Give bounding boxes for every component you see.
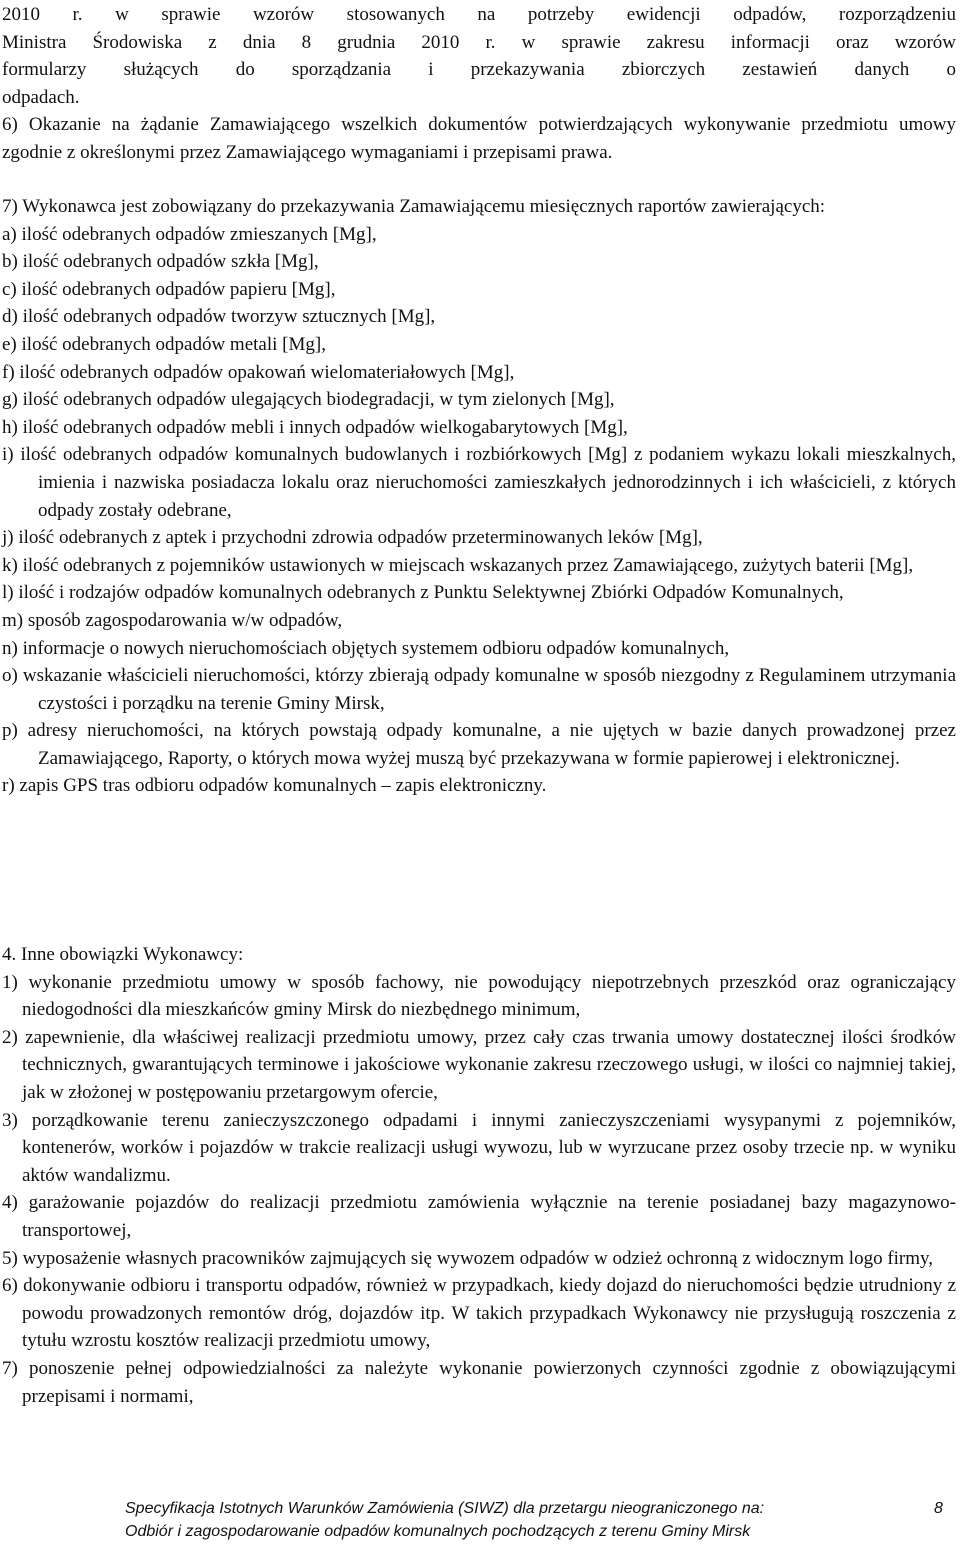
intro-line-3: formularzy służących do sporządzania i przekazywania zbiorczych zestawień danych o	[2, 59, 956, 81]
list-item-h: h) ilość odebranych odpadów mebli i innych odpadów wielkogabarytowych [Mg],	[2, 416, 628, 438]
list-item-c: c) ilość odebranych odpadów papieru [Mg],	[2, 278, 336, 300]
intro-paragraph	[2, 1, 956, 111]
list-item-f: f) ilość odebranych odpadów opakowań wielomateriałowych [Mg],	[2, 361, 515, 383]
list-item-d: d) ilość odebranych odpadów tworzyw sztucznych [Mg],	[2, 306, 436, 328]
duty-item-6: 6) dokonywanie odbioru i transportu odpadów, również w przypadkach, kiedy dojazd do nieruchomości będzie utrudniony z powodu prowadzonych remontów dróg, dojazdów itp. W takich przypadkach Wykonawcy nie przysługują roszczenia z tytułu wzrostu kosztów realizacji przedmiotu umowy,	[2, 1275, 956, 1352]
list-item-k: k) ilość odebranych z pojemników ustawionych w miejscach wskazanych przez Zamawiającego, zużytych baterii [Mg],	[2, 554, 914, 576]
duty-item-5: 5) wyposażenie własnych pracowników zajmujących się wywozem odpadów w odzież ochronną z widocznym logo firmy,	[2, 1247, 934, 1269]
duty-item-7: 7) ponoszenie pełnej odpowiedzialności za należyte wykonanie powierzonych czynności zgodnie z obowiązującymi przepisami i normami,	[2, 1357, 956, 1407]
page-number: 8	[934, 1500, 943, 1517]
list-item-l: l) ilość i rodzajów odpadów komunalnych odebranych z Punktu Selektywnej Zbiórki Odpadów Komunalnych,	[2, 582, 844, 604]
list-item-m: m) sposób zagospodarowania w/w odpadów,	[2, 609, 343, 631]
footer-line-2: Odbiór i zagospodarowanie odpadów komunalnych pochodzących z terenu Gminy Mirsk	[125, 1523, 751, 1540]
list-item-r: r) zapis GPS tras odbioru odpadów komunalnych – zapis elektroniczny.	[2, 775, 547, 797]
list-item-j: j) ilość odebranych z aptek i przychodni zdrowia odpadów przeterminowanych leków [Mg],	[2, 527, 703, 549]
point-7-text: 7) Wykonawca jest zobowiązany do przekazywania Zamawiającemu miesięcznych raportów zawierających:	[2, 196, 826, 217]
point-6	[2, 111, 956, 166]
point-7	[2, 193, 956, 800]
page-footer	[0, 1497, 960, 1547]
list-item-n: n) informacje o nowych nieruchomościach objętych systemem odbioru odpadów komunalnych,	[2, 637, 730, 659]
point-7-list	[2, 221, 956, 800]
duty-item-4: 4) garażowanie pojazdów do realizacji przedmiotu zamówienia wyłącznie na terenie posiadanej bazy magazynowo-transportowej,	[2, 1192, 956, 1241]
duty-item-3: 3) porządkowanie terenu zanieczyszczonego odpadami i innymi zanieczyszczeniami wysypanymi z pojemników, kontenerów, worków i pojazdów w trakcie realizacji usługi wywozu, lub w wyrzucane przez osoby trzecie np. w wyniku aktów wandalizmu.	[2, 1109, 956, 1186]
list-item-a: a) ilość odebranych odpadów zmieszanych [Mg],	[2, 223, 377, 245]
intro-line-1: 2010 r. w sprawie wzorów stosowanych na potrzeby ewidencji odpadów, rozporządzeniu	[2, 4, 956, 25]
section-4	[2, 941, 956, 1410]
list-item-o: o) wskazanie właścicieli nieruchomości, którzy zbierają odpady komunalne w sposób niezgodny z Regulaminem utrzymania czystości i porządku na terenie Gminy Mirsk,	[2, 665, 956, 714]
intro-line-4: odpadach.	[2, 86, 80, 108]
section-4-heading: 4. Inne obowiązki Wykonawcy:	[2, 944, 244, 965]
list-item-e: e) ilość odebranych odpadów metali [Mg],	[2, 333, 326, 355]
intro-line-2: Ministra Środowiska z dnia 8 grudnia 2010 r. w sprawie zakresu informacji oraz wzorów	[2, 31, 956, 53]
point-6-text: 6) Okazanie na żądanie Zamawiającego wszelkich dokumentów potwierdzających wykonywanie przedmiotu umowy zgodnie z określonymi przez Zamawiającego wymaganiami i przepisami prawa.	[2, 114, 956, 163]
list-item-p: p) adresy nieruchomości, na których powstają odpady komunalne, a nie ujętych w bazie danych prowadzonej przez Zamawiającego, Raporty, o których mowa wyżej muszą być przekazywana w formie papierowej i elektronicznej.	[2, 720, 956, 769]
duty-item-2: 2) zapewnienie, dla właściwej realizacji przedmiotu umowy, przez cały czas trwania umowy dostatecznej ilości środków technicznych, gwarantujących terminowe i jakościowe wykonanie zakresu rzeczowego usługi, w ilości co najmniej takiej, jak w złożonej w postępowaniu przetargowym ofercie,	[2, 1026, 956, 1103]
list-item-i: i) ilość odebranych odpadów komunalnych budowlanych i rozbiórkowych [Mg] z podaniem wykazu lokali mieszkalnych, imienia i nazwiska posiadacza lokalu oraz nieruchomości zamieszkałych jednorodzinnych i ich właścicieli, z których odpady zostały odebrane,	[2, 444, 956, 521]
list-item-g: g) ilość odebranych odpadów ulegających biodegradacji, w tym zielonych [Mg],	[2, 389, 615, 411]
duty-item-1: 1) wykonanie przedmiotu umowy w sposób fachowy, nie powodujący niepotrzebnych przeszkód oraz ograniczający niedogodności dla mieszkańców gminy Mirsk do niezbędnego minimum,	[2, 971, 956, 1021]
footer-line-1: Specyfikacja Istotnych Warunków Zamówienia (SIWZ) dla przetargu nieograniczonego na:	[125, 1500, 765, 1517]
list-item-b: b) ilość odebranych odpadów szkła [Mg],	[2, 251, 319, 273]
